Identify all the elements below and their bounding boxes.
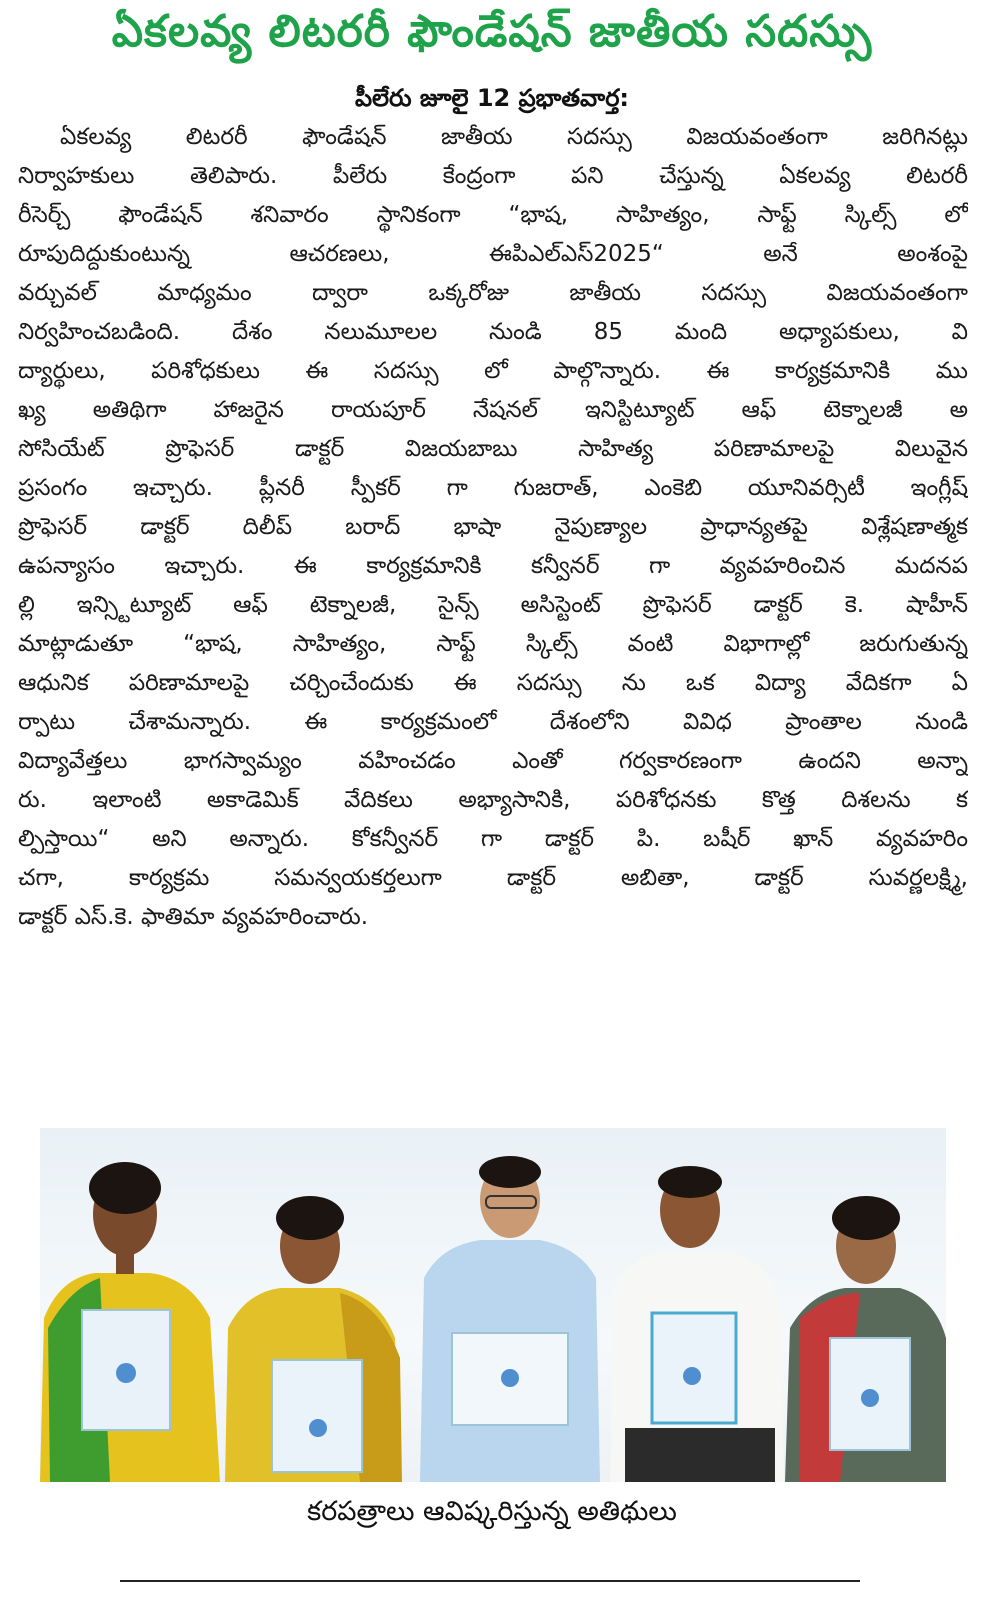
article-line: సోసియేట్ ప్రొఫెసర్ డాక్టర్ విజయబాబు సాహిత్య పరిణామాలపై విలువైన (18, 436, 968, 462)
article-line: ప్రసంగం ఇచ్చారు. ప్లీనరీ స్పీకర్ గా గుజరాత్, ఎంకెబి యూనివర్సిటీ ఇంగ్లీష్ (18, 475, 968, 501)
article-line: నిర్వాహకులు తెలిపారు. పీలేరు కేంద్రంగా పని చేస్తున్న ఏకలవ్య లిటరరీ (18, 163, 968, 189)
article-body (18, 118, 968, 1118)
article-line: డాక్టర్ ఎస్.కె. ఫాతిమా వ్యవహరించారు. (18, 904, 369, 930)
article-line: ఏకలవ్య లిటరరీ ఫౌండేషన్ జాతీయ సదస్సు విజయవంతంగా జరిగినట్లు (60, 124, 968, 150)
article-line: వర్చువల్ మాధ్యమం ద్వారా ఒక్కరోజు జాతీయ సదస్సు విజయవంతంగా (18, 280, 968, 306)
person-figure (225, 1196, 402, 1482)
headline: ఏకలవ్య లిటరరీ ఫౌండేషన్ జాతీయ సదస్సు (111, 6, 873, 57)
article-line: ర్పాటు చేశామన్నారు. ఈ కార్యక్రమంలో దేశంలోని వివిధ ప్రాంతాల నుండి (18, 709, 968, 735)
article-line: ఆధునిక పరిణామాలపై చర్చించేందుకు ఈ సదస్సు ను ఒక విద్యా వేదికగా ఏ (18, 670, 968, 696)
article-line: ఉపన్యాసం ఇచ్చారు. ఈ కార్యక్రమానికి కన్వీనర్ గా వ్యవహరించిన మదనప (18, 553, 968, 579)
article-line: రీసెర్చ్ ఫౌండేషన్ శనివారం స్థానికంగా “భాష, సాహిత్యం, సాఫ్ట్ స్కిల్స్ లో (18, 202, 968, 228)
person-figure (420, 1156, 600, 1482)
photo-caption: కరపత్రాలు ఆవిష్కరిస్తున్న అతిథులు (307, 1496, 677, 1527)
person-figure (785, 1196, 946, 1482)
person-figure (40, 1162, 220, 1482)
article-line: ప్రొఫెసర్ డాక్టర్ దిలీప్ బరాద్ భాషా నైపుణ్యాల ప్రాధాన్యతపై విశ్లేషణాత్మక (18, 514, 968, 540)
article-line: ఖ్య అతిథిగా హాజరైన రాయపూర్ నేషనల్ ఇనిస్టిట్యూట్ ఆఫ్ టెక్నాలజీ అ (18, 397, 968, 423)
guests-illustration (40, 1128, 946, 1482)
article-line: విద్యావేత్తలు భాగస్వామ్యం వహించడం ఎంతో గర్వకారణంగా ఉందని అన్నా (18, 748, 968, 774)
article-line: రూపుదిద్దుకుంటున్న ఆచరణలు, ఈపిఎల్ఎస్2025“ అనే అంశంపై (18, 241, 968, 267)
article-line: మాట్లాడుతూ “భాష, సాహిత్యం, సాఫ్ట్ స్కిల్స్ వంటి విభాగాల్లో జరుగుతున్న (18, 631, 968, 657)
article-line: ద్యార్థులు, పరిశోధకులు ఈ సదస్సు లో పాల్గొన్నారు. ఈ కార్యక్రమానికి ము (18, 358, 968, 384)
person-figure (610, 1166, 784, 1482)
article-line: రు. ఇలాంటి అకాడెమిక్ వేదికలు అభ్యాసానికి, పరిశోధనకు కొత్త దిశలను క (18, 787, 968, 813)
dateline: పీలేరు జూలై 12 ప్రభాతవార్త: (354, 84, 630, 112)
article-line: ల్లి ఇన్స్టిట్యూట్ ఆఫ్ టెక్నాలజీ, సైన్స్ అసిస్టెంట్ ప్రొఫెసర్ డాక్టర్ కె. షాహీన్ (18, 592, 968, 618)
article-line: నిర్వహించబడింది. దేశం నలుమూలల నుండి 85 మంది అధ్యాపకులు, వి (18, 319, 968, 345)
divider (120, 1580, 860, 1582)
article-line: చగా, కార్యక్రమ సమన్వయకర్తలుగా డాక్టర్ అబితా, డాక్టర్ సువర్ణలక్ష్మి, (18, 865, 968, 891)
guests-photo (40, 1128, 946, 1482)
article-line: ల్పిస్తాయి“ అని అన్నారు. కోకన్వీనర్ గా డాక్టర్ పి. బషీర్ ఖాన్ వ్యవహరిం (18, 826, 968, 852)
